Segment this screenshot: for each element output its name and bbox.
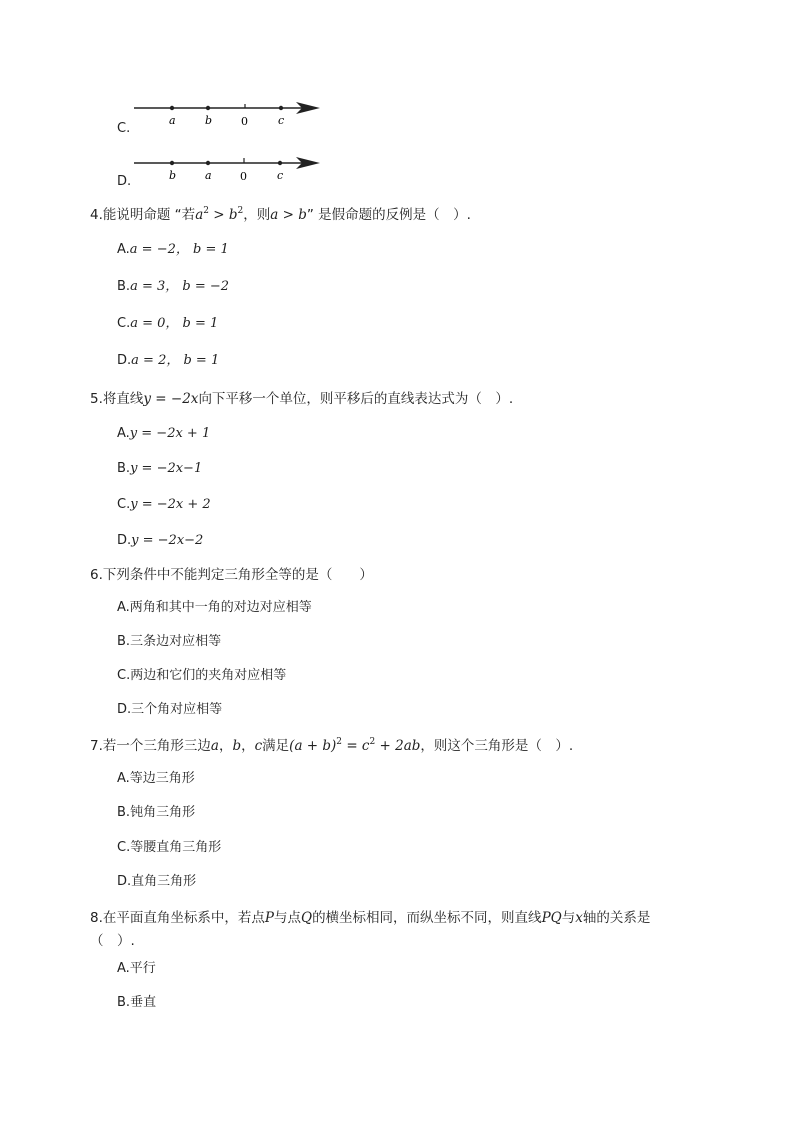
stem-text: 将直线 xyxy=(102,391,144,407)
option-letter: D. xyxy=(117,353,132,368)
option-expr: a = 3， b = −2 xyxy=(130,279,230,294)
option-letter: C. xyxy=(117,840,131,855)
stem-text: ” 是假命题的反例是（ ）. xyxy=(306,207,471,223)
option-text: 钝角三角形 xyxy=(130,805,196,820)
q8-option-b[interactable] xyxy=(117,995,156,1011)
q4-option-b[interactable] xyxy=(117,279,229,295)
option-letter: D. xyxy=(117,702,132,717)
q7-option-d[interactable] xyxy=(117,874,196,890)
option-letter: D. xyxy=(117,533,132,548)
option-letter: A. xyxy=(117,600,130,615)
var-p: P xyxy=(264,910,274,926)
q5-option-c[interactable] xyxy=(117,497,211,513)
math-operator: > xyxy=(208,207,229,223)
option-letter: C. xyxy=(117,497,131,512)
option-expr: a = 0， b = 1 xyxy=(130,316,219,331)
option-letter: D. xyxy=(117,874,132,889)
exponent: 2 xyxy=(203,206,209,216)
number-line-c xyxy=(134,102,320,128)
option-letter: A. xyxy=(117,771,130,786)
q7-option-c[interactable] xyxy=(117,840,221,856)
q6-option-d[interactable] xyxy=(117,702,222,718)
var-c: c xyxy=(254,738,263,754)
stem-text: 与点 xyxy=(273,910,301,926)
option-expr: a = −2， b = 1 xyxy=(129,242,229,257)
option-letter: C. xyxy=(117,316,131,331)
question-5-stem xyxy=(90,390,513,408)
q7-option-a[interactable] xyxy=(117,771,195,787)
label-a: a xyxy=(205,169,212,182)
point-c xyxy=(278,161,282,165)
option-expr: y = −2x + 1 xyxy=(129,426,211,441)
label-c: c xyxy=(277,169,284,182)
stem-text: ，则这个三角形是（ ）. xyxy=(420,738,574,754)
q4-option-c[interactable] xyxy=(117,316,218,332)
stem-text: 在平面直角坐标系中，若点 xyxy=(102,910,265,926)
option-letter: A. xyxy=(117,426,130,441)
q6-option-b[interactable] xyxy=(117,634,221,650)
q3-option-c-letter[interactable]: C. xyxy=(117,121,131,136)
option-letter: B. xyxy=(117,634,131,649)
option-text: 三个角对应相等 xyxy=(131,702,223,717)
option-expr: y = −2x−1 xyxy=(130,461,203,476)
option-text: 直角三角形 xyxy=(131,874,197,889)
option-text: 三条边对应相等 xyxy=(130,634,222,649)
option-text: 两边和它们的夹角对应相等 xyxy=(130,668,287,683)
exponent: 2 xyxy=(369,737,376,747)
q3-option-d-letter[interactable]: D. xyxy=(117,174,132,189)
q8-option-a[interactable] xyxy=(117,961,156,977)
q6-option-a[interactable] xyxy=(117,600,312,616)
point-c xyxy=(279,106,283,110)
option-expr: a = 2， b = 1 xyxy=(131,353,220,368)
point-b xyxy=(170,161,174,165)
option-letter: B. xyxy=(117,279,131,294)
q6-option-c[interactable] xyxy=(117,668,286,684)
stem-text: 能说明命题 “若 xyxy=(102,207,196,223)
stem-text: 满足 xyxy=(262,738,290,754)
option-text: 等腰直角三角形 xyxy=(130,840,222,855)
question-number: 7. xyxy=(90,738,103,754)
option-letter: B. xyxy=(117,805,131,820)
q4-option-d[interactable] xyxy=(117,353,219,369)
separator: ， xyxy=(241,738,255,754)
var-b: b xyxy=(228,207,238,223)
math-formula: = c xyxy=(342,738,370,754)
exponent: 2 xyxy=(237,206,244,216)
stem-text: 向下平移一个单位，则平移后的直线表达式为（ ）. xyxy=(198,391,514,407)
stem-text: ，则 xyxy=(243,207,271,223)
point-a xyxy=(170,106,174,110)
stem-text: 的横坐标相同，而纵坐标不同，则直线 xyxy=(312,910,542,926)
label-b: b xyxy=(169,169,177,182)
question-6-stem: 6.下列条件中不能判定三角形全等的是（ ） xyxy=(90,567,373,583)
q5-option-a[interactable] xyxy=(117,426,210,442)
math-formula: y = −2x xyxy=(143,391,199,407)
var-x: x xyxy=(575,910,583,926)
question-number: 4. xyxy=(90,207,103,223)
separator: ， xyxy=(218,738,233,754)
question-4-stem xyxy=(90,206,471,224)
q4-option-a[interactable] xyxy=(117,242,229,258)
question-number: 8. xyxy=(90,910,103,926)
question-8-stem xyxy=(90,907,695,953)
question-number: 5. xyxy=(90,391,103,407)
stem-text: 轴的关系是（ ）. xyxy=(90,910,651,949)
option-expr: y = −2x−2 xyxy=(131,533,204,548)
q5-option-b[interactable] xyxy=(117,461,202,477)
label-zero: 0 xyxy=(240,170,247,183)
q3-number-lines xyxy=(0,0,794,200)
stem-text: 若一个三角形三边 xyxy=(102,738,211,754)
stem-text: 与 xyxy=(561,910,576,926)
option-text: 平行 xyxy=(129,961,156,976)
question-7-stem xyxy=(90,737,573,755)
option-text: 等边三角形 xyxy=(129,771,195,786)
q7-option-b[interactable] xyxy=(117,805,195,821)
math-formula: (a + b) xyxy=(289,738,337,754)
math-formula: + 2ab xyxy=(375,738,421,754)
point-b xyxy=(206,106,210,110)
option-letter: C. xyxy=(117,668,131,683)
var-pq: PQ xyxy=(541,910,562,926)
option-letter: B. xyxy=(117,995,131,1010)
exponent: 2 xyxy=(336,737,343,747)
label-b: b xyxy=(205,114,213,127)
number-line-d xyxy=(134,157,320,183)
option-letter: A. xyxy=(117,242,130,257)
option-letter: A. xyxy=(117,961,130,976)
q5-option-d[interactable] xyxy=(117,533,203,549)
label-c: c xyxy=(278,114,285,127)
option-expr: y = −2x + 2 xyxy=(130,497,211,512)
math-formula: a > b xyxy=(270,207,307,223)
var-a: a xyxy=(195,207,204,223)
option-text: 垂直 xyxy=(130,995,157,1010)
option-text: 两角和其中一角的对边对应相等 xyxy=(129,600,312,615)
var-q: Q xyxy=(300,910,313,926)
var-a: a xyxy=(210,738,219,754)
label-zero: 0 xyxy=(241,115,248,128)
option-letter: B. xyxy=(117,461,131,476)
var-b: b xyxy=(232,738,242,754)
label-a: a xyxy=(169,114,176,127)
point-a xyxy=(206,161,210,165)
